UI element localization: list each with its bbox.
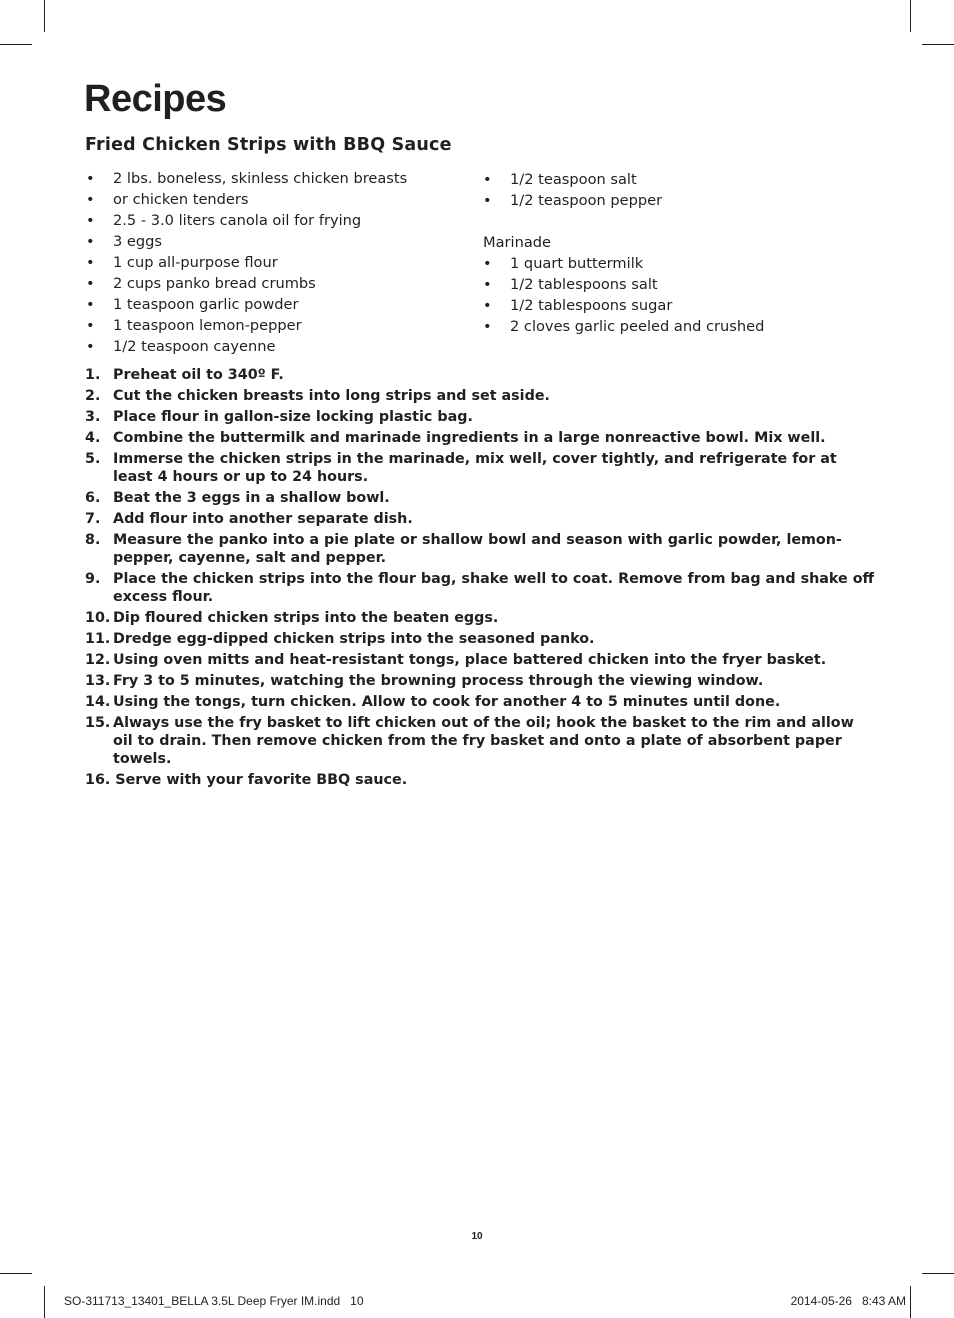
ingredient-item	[86, 210, 466, 231]
ingredient-item	[86, 252, 466, 273]
step-text: Dredge egg-dipped chicken strips into the seasoned panko.	[113, 631, 595, 647]
instruction-step	[85, 450, 875, 486]
ingredient-item	[483, 253, 883, 274]
ingredient-text: 1/2 teaspoon cayenne	[113, 338, 276, 355]
step-text: Cut the chicken breasts into long strips and set aside.	[113, 388, 550, 404]
instruction-step	[85, 429, 875, 447]
step-number: 11.	[85, 631, 111, 647]
page-title: Recipes	[84, 78, 227, 120]
ingredient-item	[86, 315, 466, 336]
ingredient-item	[86, 231, 466, 252]
ingredients-left-column	[86, 168, 466, 357]
ingredient-text: 2 cloves garlic peeled and crushed	[510, 318, 765, 335]
step-text: Beat the 3 eggs in a shallow bowl.	[113, 490, 390, 506]
step-text: Place flour in gallon-size locking plastic bag.	[113, 409, 473, 425]
crop-mark-top-right	[910, 0, 911, 32]
bullet: •	[86, 233, 95, 250]
ingredient-item	[483, 169, 883, 190]
bullet: •	[86, 275, 95, 292]
ingredient-text: 2 cups panko bread crumbs	[113, 275, 316, 292]
instruction-step	[85, 630, 875, 648]
step-text: Combine the buttermilk and marinade ingredients in a large nonreactive bowl. Mix well.	[113, 430, 826, 446]
instruction-step	[85, 510, 875, 528]
ingredient-item	[86, 294, 466, 315]
ingredient-item	[86, 273, 466, 294]
instruction-step	[85, 489, 875, 507]
step-text: Measure the panko into a pie plate or shallow bowl and season with garlic powder, lemon-pepper, cayenne, salt and pepper.	[113, 532, 842, 566]
bullet: •	[86, 317, 95, 334]
step-text: Fry 3 to 5 minutes, watching the browning process through the viewing window.	[113, 673, 764, 689]
step-number: 6.	[85, 490, 101, 506]
step-number: 1.	[85, 367, 101, 383]
ingredient-item	[483, 316, 883, 337]
step-number: 4.	[85, 430, 101, 446]
step-number: 3.	[85, 409, 101, 425]
date-slug: 2014-05-26 8:43 AM	[790, 1294, 906, 1308]
step-text: Place the chicken strips into the flour bag, shake well to coat. Remove from bag and shake off excess flour.	[113, 571, 875, 605]
ingredient-text: 1/2 tablespoons sugar	[510, 297, 673, 314]
ingredient-text: 1/2 teaspoon salt	[510, 171, 637, 188]
crop-mark-bottom-left	[0, 1273, 32, 1274]
step-text: Add flour into another separate dish.	[113, 511, 413, 527]
ingredient-item	[86, 189, 466, 210]
ingredient-item	[483, 190, 883, 211]
recipe-title: Fried Chicken Strips with BBQ Sauce	[85, 135, 452, 155]
step-number: 12.	[85, 652, 111, 668]
bullet: •	[483, 171, 492, 188]
crop-mark-bottom-right	[922, 1273, 954, 1274]
crop-mark-bottom-left	[44, 1286, 45, 1318]
instruction-step: 16. Serve with your favorite BBQ sauce.	[85, 772, 408, 788]
step-text: Using oven mitts and heat-resistant tongs, place battered chicken into the fryer basket.	[113, 652, 827, 668]
bullet: •	[483, 318, 492, 335]
instruction-step	[85, 570, 875, 606]
bullet: •	[86, 191, 95, 208]
ingredient-text: 1/2 tablespoons salt	[510, 276, 658, 293]
ingredient-text: 2 lbs. boneless, skinless chicken breasts	[113, 170, 408, 187]
bullet: •	[483, 276, 492, 293]
instruction-step	[85, 408, 875, 426]
instruction-step	[85, 531, 875, 567]
step-number: 8.	[85, 532, 101, 548]
crop-mark-bottom-right	[910, 1286, 911, 1318]
step-text: Immerse the chicken strips in the marinade, mix well, cover tightly, and refrigerate for at least 4 hours or up to 24 hours.	[113, 451, 837, 485]
step-text: Always use the fry basket to lift chicken out of the oil; hook the basket to the rim and allow oil to drain. Then remove chicken from the fry basket and onto a plate of absorbent paper towels.	[113, 715, 854, 767]
ingredient-item	[483, 295, 883, 316]
bullet: •	[86, 338, 95, 355]
step-text: Preheat oil to 340º F.	[113, 367, 284, 383]
instruction-step	[85, 693, 875, 711]
crop-mark-top-right	[922, 44, 954, 45]
instruction-step	[85, 366, 875, 384]
ingredient-text: 1 cup all-purpose flour	[113, 254, 278, 271]
ingredient-item	[86, 168, 466, 189]
bullet: •	[483, 297, 492, 314]
bullet: •	[483, 255, 492, 272]
bullet: •	[86, 296, 95, 313]
ingredient-text: 2.5 - 3.0 liters canola oil for frying	[113, 212, 362, 229]
ingredient-text: 1/2 teaspoon pepper	[510, 192, 663, 209]
ingredient-text: 1 teaspoon garlic powder	[113, 296, 299, 313]
step-number: 15.	[85, 715, 111, 731]
ingredient-item	[86, 336, 466, 357]
bullet: •	[86, 170, 95, 187]
ingredient-text: 1 teaspoon lemon-pepper	[113, 317, 302, 334]
ingredient-list	[86, 168, 466, 357]
instruction-step	[85, 651, 875, 669]
bullet: •	[86, 212, 95, 229]
step-number: 7.	[85, 511, 101, 527]
step-text: Dip floured chicken strips into the beaten eggs.	[113, 610, 499, 626]
step-number: 9.	[85, 571, 101, 587]
ingredient-text: or chicken tenders	[113, 191, 249, 208]
step-number: 13.	[85, 673, 111, 689]
file-slug: SO-311713_13401_BELLA 3.5L Deep Fryer IM.indd 10	[64, 1294, 364, 1308]
ingredient-list	[483, 169, 883, 211]
step-number: 14.	[85, 694, 111, 710]
crop-mark-top-left	[0, 44, 32, 45]
step-text: Using the tongs, turn chicken. Allow to cook for another 4 to 5 minutes until done.	[113, 694, 781, 710]
bullet: •	[483, 192, 492, 209]
instructions-list	[85, 366, 875, 792]
ingredient-text: 1 quart buttermilk	[510, 255, 644, 272]
step-number: 10.	[85, 610, 111, 626]
instruction-step	[85, 387, 875, 405]
step-number: 2.	[85, 388, 101, 404]
marinade-list	[483, 253, 883, 337]
bullet: •	[86, 254, 95, 271]
instruction-step	[85, 609, 875, 627]
instruction-step	[85, 714, 875, 768]
ingredients-right-column	[483, 168, 883, 337]
step-number: 5.	[85, 451, 101, 467]
page-number: 10	[471, 1231, 483, 1242]
instruction-step	[85, 672, 875, 690]
ingredient-item	[483, 274, 883, 295]
crop-mark-top-left	[44, 0, 45, 32]
marinade-heading: Marinade	[483, 234, 552, 251]
ingredient-text: 3 eggs	[113, 233, 163, 250]
